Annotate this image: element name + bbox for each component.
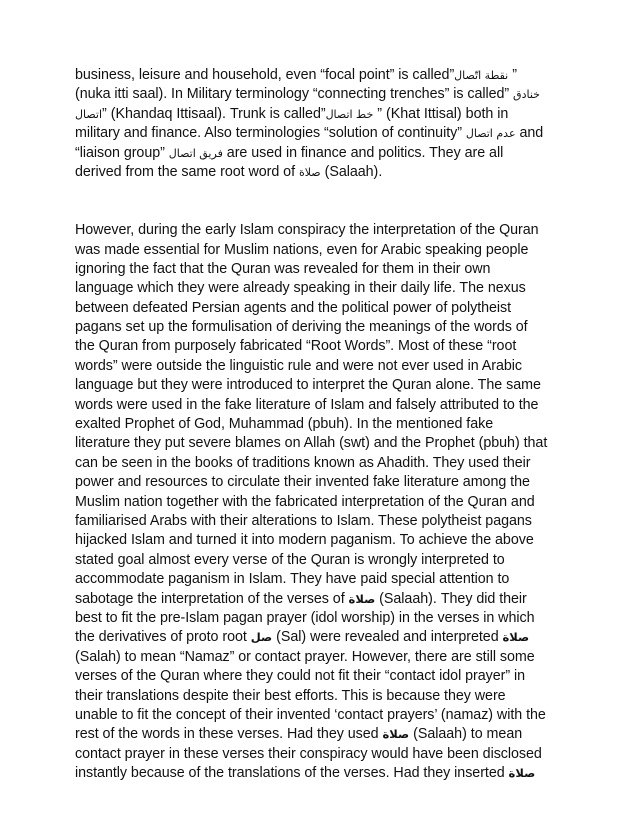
arabic-term: خط اتصال <box>325 107 374 121</box>
document-page <box>75 66 567 783</box>
text-line: literature they put severe blames on Allah (swt) and the Prophet (pbuh) that <box>75 435 548 452</box>
arabic-term: صلاة <box>508 766 536 781</box>
text-line: ignoring the fact that the Quran was revealed for them in their own <box>75 260 491 277</box>
text-line <box>75 85 567 104</box>
text-line: (Salah) to mean “Namaz” or contact prayer. However, there are still some <box>75 648 535 665</box>
text-line: unable to fit the concept of their invented ‘contact prayers’ (namaz) with the <box>75 706 546 723</box>
text-run: are used in finance and politics. They are all <box>222 144 504 161</box>
text-line: words were used in the fake literature of Islam and falsely attributed to the <box>75 396 539 413</box>
paragraph-terminology <box>75 66 567 182</box>
text-line: familiarised Arabs with their alterations to Islam. These polytheist pagans <box>75 512 532 529</box>
text-line: verses of the Quran where they could not fit their “contact idol prayer” in <box>75 668 526 685</box>
text-line: power and resources to circulate their invented fake literature among the <box>75 474 530 491</box>
arabic-term: صلاة <box>382 727 410 742</box>
arabic-term: عدم اتصال <box>465 127 516 141</box>
text-run: ” <box>508 67 517 83</box>
text-line: words” were outside the linguistic rule and were not ever used in Arabic <box>75 357 522 374</box>
text-line: hijacked Islam and turned it into modern paganism. To achieve the above <box>75 532 534 549</box>
arabic-term: صلاة <box>348 591 376 606</box>
arabic-term: نقطة اتّصال <box>454 69 509 82</box>
paragraph-conspiracy <box>75 221 567 783</box>
text-line: However, during the early Islam conspiracy the interpretation of the Quran <box>75 222 539 239</box>
text-run: “liaison group” <box>75 144 169 161</box>
text-line <box>75 163 567 182</box>
text-line: can be seen in the books of traditions known as Ahadith. They used their <box>75 454 531 471</box>
text-line: language which they were already speaking in their daily life. The nexus <box>75 280 526 297</box>
text-line <box>75 764 567 783</box>
text-line: was made essential for Muslim nations, even for Arabic speaking people <box>75 241 529 258</box>
text-line <box>75 144 567 163</box>
text-run: (Sal) were revealed and interpreted <box>272 629 503 646</box>
text-run: business, leisure and household, even “focal point” is called” <box>75 67 455 83</box>
text-run: instantly because of the translations of the verses. Had they inserted <box>75 765 509 782</box>
text-run: military and finance. Also terminologies “solution of continuity” <box>75 125 466 142</box>
text-run: and <box>515 125 544 142</box>
arabic-term: صل <box>250 630 273 645</box>
text-line <box>75 105 567 124</box>
text-line: between defeated Persian agents and the political power of polytheist <box>75 299 512 316</box>
text-run: (Salaah) to mean <box>409 726 523 743</box>
text-run: (Salaah). They did their <box>375 590 527 607</box>
text-line: best to fit the pre-Islam pagan prayer (idol worship) in the verses in which <box>75 609 535 626</box>
arabic-term: خنادق <box>513 88 540 102</box>
text-line: pagans set up the formulisation of deriving the meanings of the words of <box>75 319 528 336</box>
text-line: Muslim nation together with the fabricated interpretation of the Quran and <box>75 493 535 510</box>
text-line: their translations despite their best efforts. This is because they were <box>75 687 506 704</box>
text-line: the Quran from purposely fabricated “Root Words”. Most of these “root <box>75 338 517 355</box>
text-run: ” (Khandaq Ittisaal). Trunk is called” <box>102 105 326 122</box>
text-line: language but they were introduced to interpret the Quran alone. The same <box>75 377 541 394</box>
text-line: stated goal almost every verse of the Quran is wrongly interpreted to <box>75 551 505 568</box>
text-line: accommodate paganism in Islam. They have paid special attention to <box>75 571 510 588</box>
text-run: (Salaah). <box>320 163 383 180</box>
text-run: sabotage the interpretation of the verses of <box>75 590 349 607</box>
paragraph-gap <box>75 202 567 221</box>
text-line <box>75 628 567 647</box>
arabic-term: صلاة <box>502 630 530 645</box>
text-run: (nuka itti saal). In Military terminology “connecting trenches” is called” <box>75 86 514 103</box>
text-run: rest of the words in these verses. Had they used <box>75 726 383 743</box>
text-run: derived from the same root word of <box>75 163 299 180</box>
text-line: contact prayer in these verses their conspiracy would have been disclosed <box>75 745 542 762</box>
text-run: the derivatives of proto root <box>75 629 251 646</box>
arabic-term: صلاة <box>298 165 321 179</box>
text-line <box>75 590 567 609</box>
paragraph-gap <box>75 182 567 201</box>
arabic-term: فريق اتصال <box>168 146 223 160</box>
text-line <box>75 66 567 85</box>
text-line <box>75 725 567 744</box>
text-line <box>75 124 567 143</box>
arabic-term: اتصال <box>75 107 103 121</box>
text-run: ” (Khat Ittisal) both in <box>373 105 509 122</box>
text-line: exalted Prophet of God, Muhammad (pbuh). In the mentioned fake <box>75 416 494 433</box>
